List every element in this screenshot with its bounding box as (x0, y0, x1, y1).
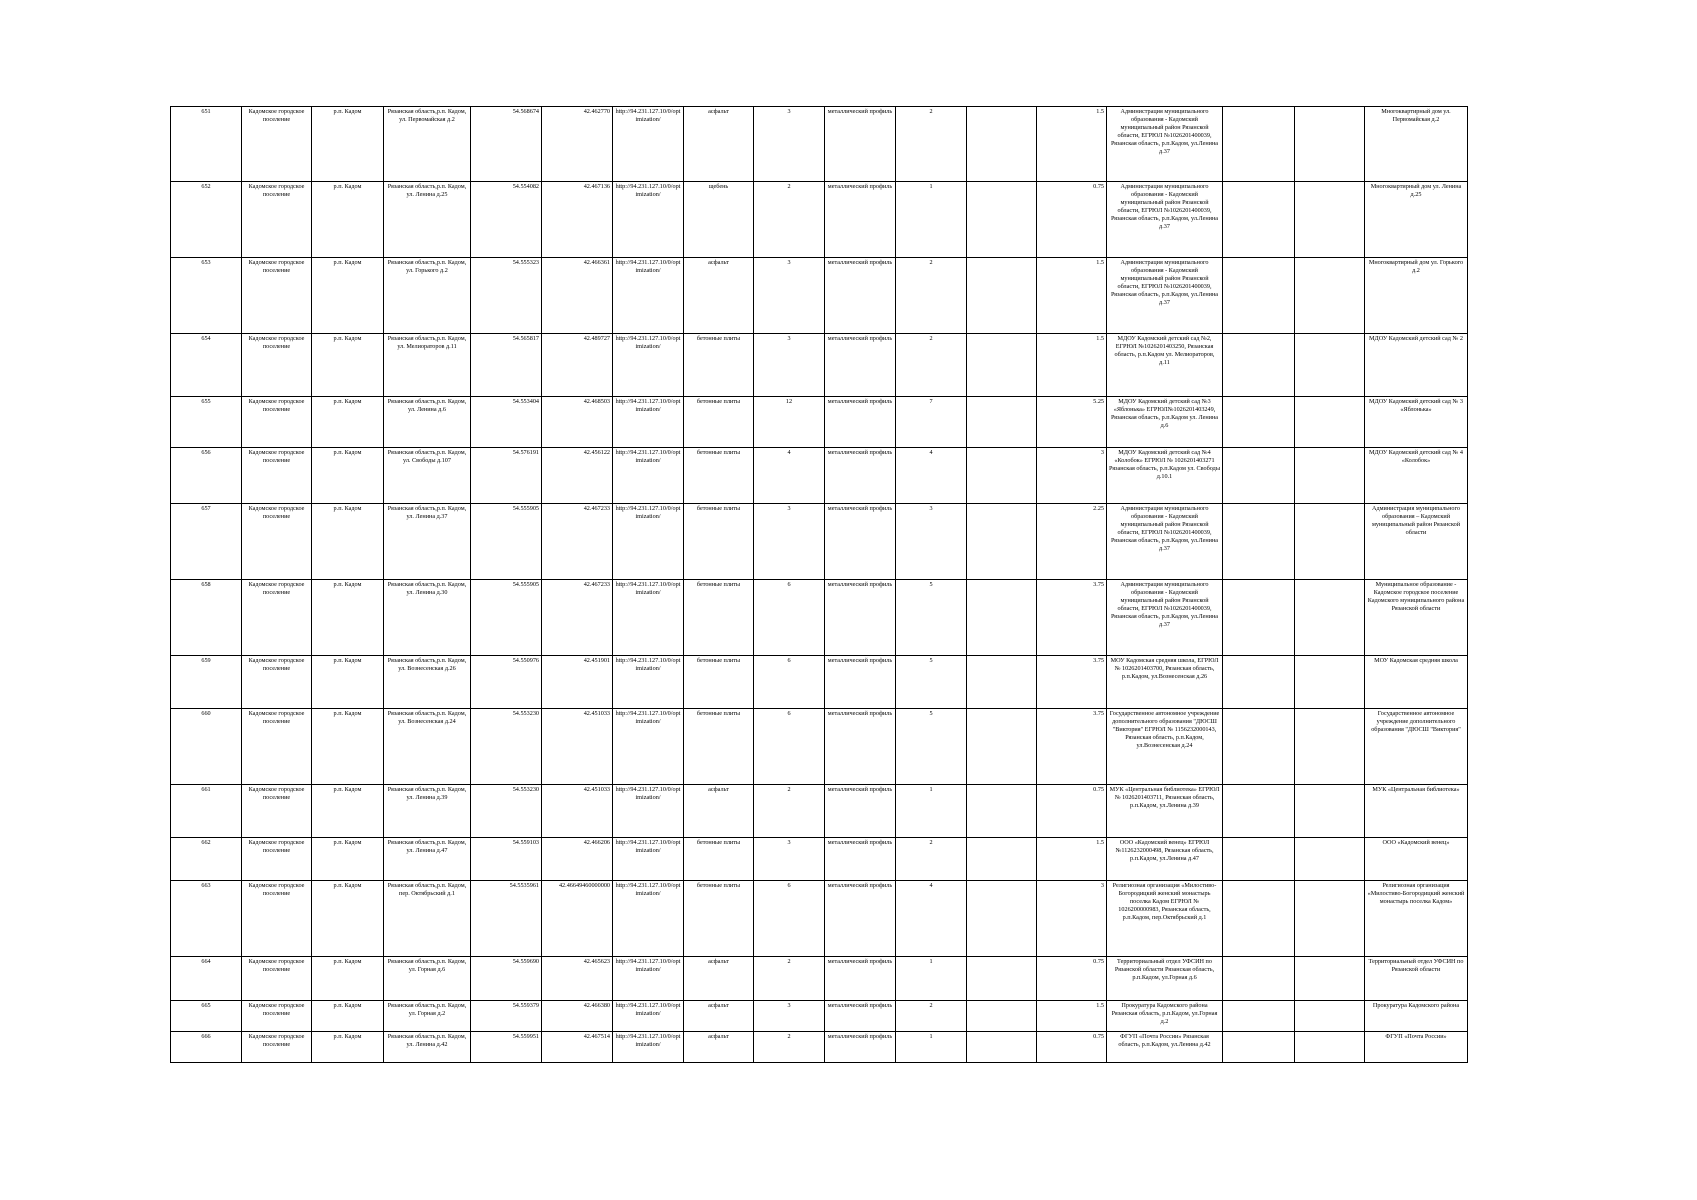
owner-cell: Администрация муниципального образования - Кадомский муниципальный район Рязанской области, ЕГРЮЛ №1026201400039, Рязанская область, р.п.Кадом, ул.Ленина д.37 (1107, 258, 1223, 334)
row-number-cell: 663 (171, 881, 242, 957)
surface-type-cell: бетонные плиты (684, 709, 754, 785)
table-row (171, 580, 1468, 656)
map-url-cell: http://94.231.127.10/0/optimization/ (613, 258, 684, 334)
owner-cell: Администрация муниципального образования - Кадомский муниципальный район Рязанской области, ЕГРЮЛ №1026201400039, Рязанская область, р.п.Кадом, ул.Ленина д.37 (1107, 580, 1223, 656)
locality-cell: р.п. Кадом (312, 1032, 384, 1063)
settlement-cell: Кадомское городское поселение (242, 182, 312, 258)
surface-type-cell: бетонные плиты (684, 448, 754, 504)
container-count-cell: 2 (896, 1001, 967, 1032)
map-url-cell: http://94.231.127.10/0/optimization/ (613, 107, 684, 182)
container-volume-cell: 3.75 (1037, 656, 1107, 709)
map-url-cell: http://94.231.127.10/0/optimization/ (613, 656, 684, 709)
owner-cell: Администрация муниципального образования - Кадомский муниципальный район Рязанской области, ЕГРЮЛ №1026201400039, Рязанская область, р.п.Кадом, ул.Ленина д.37 (1107, 504, 1223, 580)
area-cell: 3 (754, 1001, 825, 1032)
locality-cell: р.п. Кадом (312, 580, 384, 656)
surface-type-cell: бетонные плиты (684, 580, 754, 656)
row-number-cell: 652 (171, 182, 242, 258)
container-volume-cell: 3.75 (1037, 709, 1107, 785)
map-url-cell: http://94.231.127.10/0/optimization/ (613, 504, 684, 580)
empty-cell (1295, 580, 1365, 656)
longitude-cell: 42.467233 (542, 504, 613, 580)
empty-cell (967, 881, 1037, 957)
container-volume-cell: 3 (1037, 448, 1107, 504)
fence-material-cell: металлический профиль (825, 182, 896, 258)
longitude-cell: 42.466206 (542, 838, 613, 881)
latitude-cell: 54.568674 (471, 107, 542, 182)
empty-cell (1295, 334, 1365, 397)
container-volume-cell: 0.75 (1037, 1032, 1107, 1063)
container-volume-cell: 3.75 (1037, 580, 1107, 656)
locality-cell: р.п. Кадом (312, 182, 384, 258)
empty-cell (967, 580, 1037, 656)
locality-cell: р.п. Кадом (312, 957, 384, 1001)
settlement-cell: Кадомское городское поселение (242, 258, 312, 334)
container-volume-cell: 0.75 (1037, 785, 1107, 838)
latitude-cell: 54.559951 (471, 1032, 542, 1063)
surface-type-cell: бетонные плиты (684, 504, 754, 580)
surface-type-cell: щебень (684, 182, 754, 258)
empty-cell (1223, 1032, 1295, 1063)
empty-cell (967, 107, 1037, 182)
map-url-cell: http://94.231.127.10/0/optimization/ (613, 1001, 684, 1032)
fence-material-cell: металлический профиль (825, 397, 896, 448)
surface-type-cell: бетонные плиты (684, 656, 754, 709)
surface-type-cell: асфальт (684, 957, 754, 1001)
fence-material-cell: металлический профиль (825, 785, 896, 838)
area-cell: 2 (754, 1032, 825, 1063)
table-row (171, 334, 1468, 397)
empty-cell (1223, 838, 1295, 881)
longitude-cell: 42.46649460000000 (542, 881, 613, 957)
fence-material-cell: металлический профиль (825, 957, 896, 1001)
map-url-cell: http://94.231.127.10/0/optimization/ (613, 709, 684, 785)
container-count-cell: 1 (896, 785, 967, 838)
locality-cell: р.п. Кадом (312, 448, 384, 504)
waste-source-cell: МОУ Кадомская средняя школа (1365, 656, 1468, 709)
map-url-cell: http://94.231.127.10/0/optimization/ (613, 182, 684, 258)
area-cell: 3 (754, 838, 825, 881)
table-row (171, 1032, 1468, 1063)
settlement-cell: Кадомское городское поселение (242, 1001, 312, 1032)
empty-cell (1223, 656, 1295, 709)
latitude-cell: 54.553230 (471, 709, 542, 785)
table-row (171, 107, 1468, 182)
map-url-cell: http://94.231.127.10/0/optimization/ (613, 334, 684, 397)
waste-source-cell: МДОУ Кадомский детский сад № 2 (1365, 334, 1468, 397)
settlement-cell: Кадомское городское поселение (242, 785, 312, 838)
address-cell: Рязанская область,р.п. Кадом, ул. Ленина д.47 (384, 838, 471, 881)
container-count-cell: 2 (896, 258, 967, 334)
latitude-cell: 54.559690 (471, 957, 542, 1001)
fence-material-cell: металлический профиль (825, 107, 896, 182)
empty-cell (1295, 107, 1365, 182)
owner-cell: Территориальный отдел УФСИН по Рязанской области Рязанская область, р.п.Кадом, ул.Горная д.6 (1107, 957, 1223, 1001)
empty-cell (967, 334, 1037, 397)
owner-cell: Религиозная организация «Милостиво-Богородицкий женский монастырь поселка Кадом ЕГРЮЛ № 1026200000983, Рязанская область, р.п.Кадом, пер.Октябрьский д.1 (1107, 881, 1223, 957)
empty-cell (967, 785, 1037, 838)
table-row (171, 957, 1468, 1001)
container-count-cell: 1 (896, 182, 967, 258)
locality-cell: р.п. Кадом (312, 397, 384, 448)
empty-cell (1223, 448, 1295, 504)
container-volume-cell: 1.5 (1037, 1001, 1107, 1032)
waste-source-cell: ФГУП «Почта России» (1365, 1032, 1468, 1063)
surface-type-cell: асфальт (684, 1032, 754, 1063)
longitude-cell: 42.456122 (542, 448, 613, 504)
surface-type-cell: бетонные плиты (684, 881, 754, 957)
owner-cell: МДОУ Кадомский детский сад №2, ЕГРЮЛ №1026201403250, Рязанская область, р.п.Кадом ул. Мелиораторов, д.11 (1107, 334, 1223, 397)
settlement-cell: Кадомское городское поселение (242, 1032, 312, 1063)
latitude-cell: 54.550976 (471, 656, 542, 709)
empty-cell (967, 258, 1037, 334)
area-cell: 2 (754, 785, 825, 838)
area-cell: 6 (754, 656, 825, 709)
locality-cell: р.п. Кадом (312, 656, 384, 709)
surface-type-cell: асфальт (684, 1001, 754, 1032)
address-cell: Рязанская область,р.п. Кадом, ул. Мелиораторов д.11 (384, 334, 471, 397)
owner-cell: МДОУ Кадомский детский сад №3 «Яблонька» ЕГРЮЛ№1026201403249, Рязанская область, р.п.Кадом ул. Ленина д.6 (1107, 397, 1223, 448)
row-number-cell: 664 (171, 957, 242, 1001)
locality-cell: р.п. Кадом (312, 258, 384, 334)
address-cell: Рязанская область,р.п. Кадом, ул. Первомайская д.2 (384, 107, 471, 182)
address-cell: Рязанская область,р.п. Кадом, ул. Ленина д.39 (384, 785, 471, 838)
longitude-cell: 42.468503 (542, 397, 613, 448)
owner-cell: МУК «Центральная библиотека» ЕГРЮЛ № 1026201403711, Рязанская область, р.п.Кадом, ул.Ленина д.39 (1107, 785, 1223, 838)
map-url-cell: http://94.231.127.10/0/optimization/ (613, 397, 684, 448)
settlement-cell: Кадомское городское поселение (242, 107, 312, 182)
settlement-cell: Кадомское городское поселение (242, 580, 312, 656)
table-row (171, 709, 1468, 785)
address-cell: Рязанская область,р.п. Кадом, ул. Горная д.2 (384, 1001, 471, 1032)
fence-material-cell: металлический профиль (825, 709, 896, 785)
waste-source-cell: Многоквартирный дом ул. Горького д.2 (1365, 258, 1468, 334)
waste-sites-register-table (170, 106, 1468, 1063)
surface-type-cell: асфальт (684, 785, 754, 838)
fence-material-cell: металлический профиль (825, 1001, 896, 1032)
container-volume-cell: 3 (1037, 881, 1107, 957)
longitude-cell: 42.451033 (542, 785, 613, 838)
address-cell: Рязанская область,р.п. Кадом, ул. Ленина д.42 (384, 1032, 471, 1063)
longitude-cell: 42.465623 (542, 957, 613, 1001)
empty-cell (1223, 957, 1295, 1001)
locality-cell: р.п. Кадом (312, 881, 384, 957)
empty-cell (1223, 785, 1295, 838)
empty-cell (1223, 709, 1295, 785)
address-cell: Рязанская область,р.п. Кадом, ул. Ленина д.25 (384, 182, 471, 258)
longitude-cell: 42.451033 (542, 709, 613, 785)
settlement-cell: Кадомское городское поселение (242, 838, 312, 881)
empty-cell (1295, 1001, 1365, 1032)
waste-source-cell: ООО «Кадомский венец» (1365, 838, 1468, 881)
latitude-cell: 54.555323 (471, 258, 542, 334)
empty-cell (1223, 107, 1295, 182)
table-row (171, 785, 1468, 838)
waste-source-cell: Религиозная организация «Милостиво-Богородицкий женский монастырь поселка Кадом» (1365, 881, 1468, 957)
empty-cell (1295, 957, 1365, 1001)
empty-cell (1223, 182, 1295, 258)
empty-cell (1223, 881, 1295, 957)
settlement-cell: Кадомское городское поселение (242, 334, 312, 397)
latitude-cell: 54.555905 (471, 504, 542, 580)
empty-cell (1295, 258, 1365, 334)
longitude-cell: 42.467136 (542, 182, 613, 258)
owner-cell: МДОУ Кадомский детский сад №4 «Колобок» ЕГРЮЛ № 1026201403271 Рязанская область, р.п.Кадом ул. Свободы д.10.1 (1107, 448, 1223, 504)
empty-cell (1295, 448, 1365, 504)
container-count-cell: 5 (896, 709, 967, 785)
owner-cell: Государственное автономное учреждение дополнительного образования "ДЮСШ "Виктория" ЕГРЮЛ № 1156232000143, Рязанская область, р.п.Кадом, ул.Вознесенская д.24 (1107, 709, 1223, 785)
settlement-cell: Кадомское городское поселение (242, 957, 312, 1001)
row-number-cell: 665 (171, 1001, 242, 1032)
table-row (171, 656, 1468, 709)
area-cell: 3 (754, 107, 825, 182)
table-row (171, 881, 1468, 957)
row-number-cell: 655 (171, 397, 242, 448)
surface-type-cell: бетонные плиты (684, 397, 754, 448)
empty-cell (1295, 504, 1365, 580)
empty-cell (967, 397, 1037, 448)
row-number-cell: 661 (171, 785, 242, 838)
container-count-cell: 2 (896, 334, 967, 397)
longitude-cell: 42.466361 (542, 258, 613, 334)
table-row (171, 1001, 1468, 1032)
waste-source-cell: Муниципальное образование - Кадомское городское поселение Кадомского муниципального района Рязанской области (1365, 580, 1468, 656)
fence-material-cell: металлический профиль (825, 334, 896, 397)
container-count-cell: 2 (896, 838, 967, 881)
table-row (171, 397, 1468, 448)
map-url-cell: http://94.231.127.10/0/optimization/ (613, 580, 684, 656)
owner-cell: МОУ Кадомская средняя школа, ЕГРЮЛ № 1026201403700, Рязанская область, р.п.Кадом, ул.Вознесенская д.26 (1107, 656, 1223, 709)
longitude-cell: 42.467233 (542, 580, 613, 656)
surface-type-cell: бетонные плиты (684, 334, 754, 397)
empty-cell (967, 1001, 1037, 1032)
empty-cell (967, 182, 1037, 258)
area-cell: 6 (754, 709, 825, 785)
area-cell: 3 (754, 504, 825, 580)
container-count-cell: 3 (896, 504, 967, 580)
empty-cell (1223, 504, 1295, 580)
row-number-cell: 662 (171, 838, 242, 881)
locality-cell: р.п. Кадом (312, 504, 384, 580)
row-number-cell: 666 (171, 1032, 242, 1063)
waste-source-cell: МУК «Центральная библиотека» (1365, 785, 1468, 838)
empty-cell (1295, 709, 1365, 785)
container-volume-cell: 1.5 (1037, 334, 1107, 397)
waste-source-cell: Многоквартирный дом ул. Первомайская д.2 (1365, 107, 1468, 182)
container-volume-cell: 5.25 (1037, 397, 1107, 448)
empty-cell (967, 656, 1037, 709)
fence-material-cell: металлический профиль (825, 1032, 896, 1063)
locality-cell: р.п. Кадом (312, 334, 384, 397)
container-count-cell: 1 (896, 957, 967, 1001)
address-cell: Рязанская область,р.п. Кадом, ул. Свободы д.107 (384, 448, 471, 504)
latitude-cell: 54.553404 (471, 397, 542, 448)
empty-cell (1223, 258, 1295, 334)
waste-source-cell: МДОУ Кадомский детский сад № 4 «Колобок» (1365, 448, 1468, 504)
empty-cell (967, 709, 1037, 785)
empty-cell (1223, 397, 1295, 448)
latitude-cell: 54.576191 (471, 448, 542, 504)
settlement-cell: Кадомское городское поселение (242, 881, 312, 957)
locality-cell: р.п. Кадом (312, 709, 384, 785)
table-row (171, 258, 1468, 334)
owner-cell: Администрация муниципального образования - Кадомский муниципальный район Рязанской области, ЕГРЮЛ №1026201400039, Рязанская область, р.п.Кадом, ул.Ленина д.37 (1107, 182, 1223, 258)
waste-source-cell: Государственное автономное учреждение дополнительного образования "ДЮСШ "Виктория" (1365, 709, 1468, 785)
fence-material-cell: металлический профиль (825, 580, 896, 656)
address-cell: Рязанская область,р.п. Кадом, ул. Горная д.6 (384, 957, 471, 1001)
row-number-cell: 657 (171, 504, 242, 580)
container-count-cell: 2 (896, 107, 967, 182)
settlement-cell: Кадомское городское поселение (242, 504, 312, 580)
surface-type-cell: асфальт (684, 107, 754, 182)
locality-cell: р.п. Кадом (312, 838, 384, 881)
empty-cell (1295, 656, 1365, 709)
area-cell: 12 (754, 397, 825, 448)
waste-source-cell: Администрация муниципального образования – Кадомский муниципальный район Рязанской области (1365, 504, 1468, 580)
container-volume-cell: 1.5 (1037, 838, 1107, 881)
map-url-cell: http://94.231.127.10/0/optimization/ (613, 785, 684, 838)
latitude-cell: 54.553230 (471, 785, 542, 838)
table-row (171, 182, 1468, 258)
row-number-cell: 659 (171, 656, 242, 709)
fence-material-cell: металлический профиль (825, 448, 896, 504)
container-count-cell: 5 (896, 656, 967, 709)
row-number-cell: 651 (171, 107, 242, 182)
owner-cell: Администрация муниципального образования - Кадомский муниципальный район Рязанской области, ЕГРЮЛ №1026201400039, Рязанская область, р.п.Кадом, ул.Ленина д.37 (1107, 107, 1223, 182)
fence-material-cell: металлический профиль (825, 881, 896, 957)
locality-cell: р.п. Кадом (312, 107, 384, 182)
map-url-cell: http://94.231.127.10/0/optimization/ (613, 838, 684, 881)
empty-cell (967, 957, 1037, 1001)
fence-material-cell: металлический профиль (825, 504, 896, 580)
fence-material-cell: металлический профиль (825, 258, 896, 334)
owner-cell: ФГУП «Почта России» Рязанская область, р.п.Кадом, ул.Ленина д.42 (1107, 1032, 1223, 1063)
longitude-cell: 42.466380 (542, 1001, 613, 1032)
address-cell: Рязанская область,р.п. Кадом, ул. Вознесенская д.24 (384, 709, 471, 785)
latitude-cell: 54.555905 (471, 580, 542, 656)
latitude-cell: 54.565817 (471, 334, 542, 397)
container-volume-cell: 0.75 (1037, 182, 1107, 258)
empty-cell (967, 504, 1037, 580)
latitude-cell: 54.554082 (471, 182, 542, 258)
waste-source-cell: Территориальный отдел УФСИН по Рязанской области (1365, 957, 1468, 1001)
address-cell: Рязанская область,р.п. Кадом, ул. Вознесенская д.26 (384, 656, 471, 709)
map-url-cell: http://94.231.127.10/0/optimization/ (613, 957, 684, 1001)
empty-cell (967, 1032, 1037, 1063)
owner-cell: ООО «Кадомский венец» ЕГРЮЛ №1126232000498, Рязанская область, р.п.Кадом, ул.Ленина д.47 (1107, 838, 1223, 881)
settlement-cell: Кадомское городское поселение (242, 448, 312, 504)
latitude-cell: 54.559379 (471, 1001, 542, 1032)
address-cell: Рязанская область,р.п. Кадом, ул. Горького д.2 (384, 258, 471, 334)
settlement-cell: Кадомское городское поселение (242, 656, 312, 709)
container-count-cell: 7 (896, 397, 967, 448)
row-number-cell: 660 (171, 709, 242, 785)
address-cell: Рязанская область,р.п. Кадом, ул. Ленина д.6 (384, 397, 471, 448)
waste-source-cell: Многоквартирный дом ул. Ленина д.25 (1365, 182, 1468, 258)
empty-cell (1295, 1032, 1365, 1063)
settlement-cell: Кадомское городское поселение (242, 709, 312, 785)
empty-cell (1295, 838, 1365, 881)
container-count-cell: 1 (896, 1032, 967, 1063)
settlement-cell: Кадомское городское поселение (242, 397, 312, 448)
container-volume-cell: 1.5 (1037, 258, 1107, 334)
fence-material-cell: металлический профиль (825, 656, 896, 709)
table-row (171, 448, 1468, 504)
area-cell: 2 (754, 182, 825, 258)
empty-cell (1295, 397, 1365, 448)
empty-cell (1223, 1001, 1295, 1032)
area-cell: 3 (754, 334, 825, 397)
longitude-cell: 42.451901 (542, 656, 613, 709)
empty-cell (1223, 580, 1295, 656)
owner-cell: Прокуратура Кадомского района Рязанская область, р.п.Кадом, ул.Горная д.2 (1107, 1001, 1223, 1032)
container-volume-cell: 0.75 (1037, 957, 1107, 1001)
container-count-cell: 5 (896, 580, 967, 656)
container-volume-cell: 1.5 (1037, 107, 1107, 182)
empty-cell (967, 838, 1037, 881)
waste-source-cell: МДОУ Кадомский детский сад № 3 «Яблонька» (1365, 397, 1468, 448)
surface-type-cell: бетонные плиты (684, 838, 754, 881)
surface-type-cell: асфальт (684, 258, 754, 334)
row-number-cell: 658 (171, 580, 242, 656)
empty-cell (1295, 881, 1365, 957)
empty-cell (1295, 182, 1365, 258)
latitude-cell: 54.5535961 (471, 881, 542, 957)
locality-cell: р.п. Кадом (312, 1001, 384, 1032)
table-row (171, 838, 1468, 881)
container-count-cell: 4 (896, 448, 967, 504)
longitude-cell: 42.462770 (542, 107, 613, 182)
area-cell: 6 (754, 580, 825, 656)
latitude-cell: 54.559103 (471, 838, 542, 881)
row-number-cell: 654 (171, 334, 242, 397)
empty-cell (1295, 785, 1365, 838)
waste-source-cell: Прокуратура Кадомского района (1365, 1001, 1468, 1032)
area-cell: 3 (754, 258, 825, 334)
map-url-cell: http://94.231.127.10/0/optimization/ (613, 1032, 684, 1063)
address-cell: Рязанская область,р.п. Кадом, пер. Октябрьский д.1 (384, 881, 471, 957)
empty-cell (967, 448, 1037, 504)
container-volume-cell: 2.25 (1037, 504, 1107, 580)
table-body (171, 107, 1468, 1063)
area-cell: 6 (754, 881, 825, 957)
longitude-cell: 42.467514 (542, 1032, 613, 1063)
area-cell: 2 (754, 957, 825, 1001)
map-url-cell: http://94.231.127.10/0/optimization/ (613, 448, 684, 504)
longitude-cell: 42.489727 (542, 334, 613, 397)
map-url-cell: http://94.231.127.10/0/optimization/ (613, 881, 684, 957)
locality-cell: р.п. Кадом (312, 785, 384, 838)
row-number-cell: 653 (171, 258, 242, 334)
container-count-cell: 4 (896, 881, 967, 957)
fence-material-cell: металлический профиль (825, 838, 896, 881)
empty-cell (1223, 334, 1295, 397)
address-cell: Рязанская область,р.п. Кадом, ул. Ленина д.30 (384, 580, 471, 656)
address-cell: Рязанская область,р.п. Кадом, ул. Ленина д.37 (384, 504, 471, 580)
table-row (171, 504, 1468, 580)
area-cell: 4 (754, 448, 825, 504)
row-number-cell: 656 (171, 448, 242, 504)
